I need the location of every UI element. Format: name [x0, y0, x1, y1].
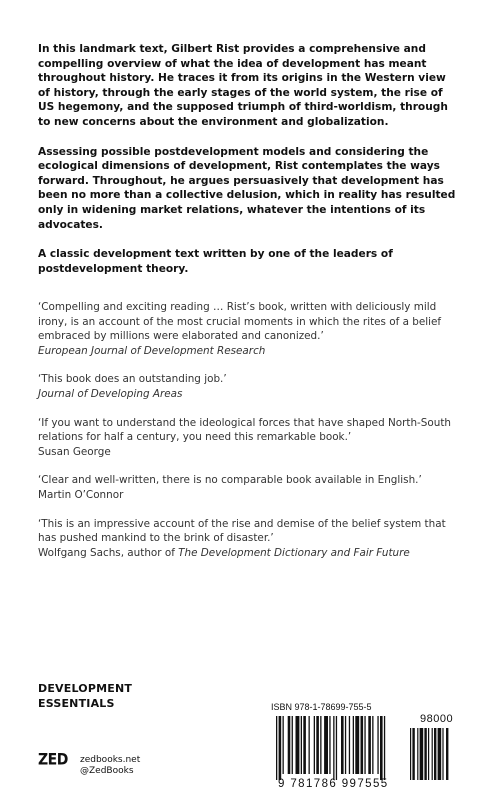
review-quote [38, 372, 458, 401]
quote-source: Martin O’Connor [38, 488, 124, 501]
barcode-icon [270, 716, 460, 780]
quote-source: European Journal of Development Research [38, 344, 266, 357]
quote-source-title: The Development Dictionary and Fair Future [178, 546, 410, 559]
quote-text: ‘If you want to understand the ideological forces that have shaped North-South relations for half a century, you need this remarkable book.’ [38, 416, 451, 444]
quote-source: Susan George [38, 445, 111, 458]
quote-text: ‘This book does an outstanding job.’ [38, 373, 227, 386]
publisher-website[interactable]: zedbooks.net [80, 755, 141, 765]
series-line: ESSENTIALS [38, 697, 115, 710]
description-paragraph: Assessing possible postdevelopment models and considering the ecological dimensions of development, Rist contemplates the ways forward. Throughout, he argues persuasively that development has been no more than a collective delusion, which in reality has resulted only in widening market relations, whatever the intentions of its advocates. [38, 145, 456, 231]
review-quote [38, 416, 458, 460]
review-quote [38, 473, 458, 502]
publisher-logo: ZED [38, 750, 68, 770]
review-quotes [38, 300, 458, 574]
quote-text: ‘Compelling and exciting reading … Rist’s book, written with deliciously mild irony, is an account of the most crucial moments in which the rites of a belief embraced by millions were elaborated and canonized.’ [38, 301, 442, 343]
description [38, 42, 458, 291]
quote-source: Journal of Developing Areas [38, 387, 183, 400]
review-quote [38, 517, 458, 561]
description-paragraph: A classic development text written by one of the leaders of postdevelopment theory. [38, 248, 393, 275]
review-quote [38, 300, 458, 358]
barcode-digits: 9 781786 997555 [278, 778, 389, 790]
series-line: DEVELOPMENT [38, 682, 133, 695]
price-code: 98000 [420, 713, 454, 725]
quote-text: ‘This is an impressive account of the rise and demise of the belief system that has pushed mankind to the brink of disaster.’ [38, 517, 446, 545]
publisher-links [80, 755, 140, 777]
description-paragraph: In this landmark text, Gilbert Rist provides a comprehensive and compelling overview of what the idea of development has meant throughout history. He traces it from its origins in the Western view of history, through the early stages of the world system, the rise of US hegemony, and the supposed triumph of third-worldism, through to new concerns about the environment and globalization. [38, 43, 448, 128]
series-title [38, 681, 132, 711]
publisher-handle[interactable]: @ZedBooks [80, 766, 134, 776]
quote-source [38, 546, 458, 561]
quote-source-prefix: Wolfgang Sachs, author of [38, 546, 179, 559]
quote-text: ‘Clear and well-written, there is no comparable book available in English.’ [38, 474, 422, 487]
isbn-label: ISBN 978-1-78699-755-5 [271, 702, 372, 712]
